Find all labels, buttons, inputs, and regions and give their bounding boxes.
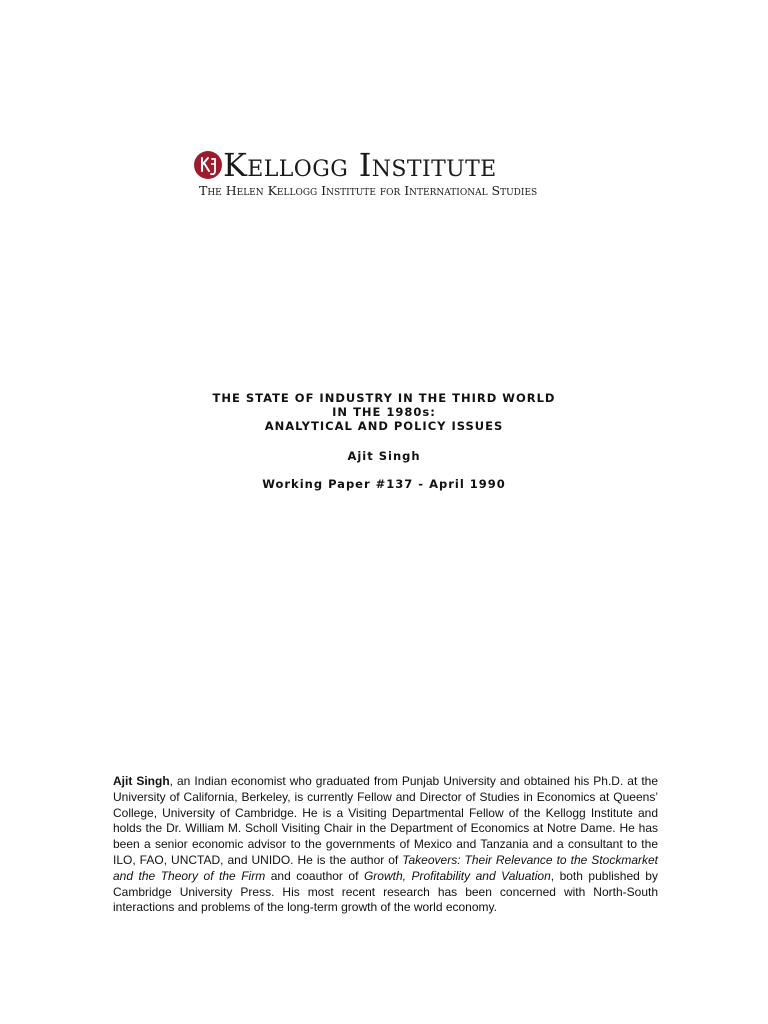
- title-line: ANALYTICAL AND POLICY ISSUES: [264, 419, 504, 433]
- kellogg-seal-icon: [193, 150, 223, 180]
- title-line: IN THE 1980s:: [332, 405, 436, 419]
- bio-book-title: Takeovers: Their Relevance to the Stockmarket and the Theory of the Firm: [113, 852, 658, 883]
- kellogg-institute-logo: [193, 146, 583, 200]
- bio-text: , an Indian economist who graduated from Punjab University and obtained his Ph.D. at the University of California, Berkeley, is currently Fellow and Director of Studies in Economics at Queens’ College, University of Cambridge. He is a Visiting Departmental Fellow of the Kellogg Institute and holds the Dr. William M. Scholl Visiting Chair in the Department of Economics at Notre Dame. He has been a senior economic advisor to the governments of Mexico and Tanzania and a consultant to the ILO, FAO, UNCTAD, and UNIDO. He is the author of: [113, 774, 659, 867]
- bio-text: and coauthor of: [265, 868, 364, 883]
- logo-name: Kellogg Institute: [223, 146, 497, 184]
- working-paper-info: Working Paper #137 - April 1990: [262, 477, 506, 491]
- logo-subtitle: The Helen Kellogg Institute for International Studies: [199, 183, 538, 198]
- author-bio: [113, 774, 658, 916]
- bio-text: , both published by Cambridge University Press. His most recent research has been concerned with North-South interactions and problems of the long-term growth of the world economy.: [113, 868, 658, 915]
- bio-author-name: Ajit Singh: [113, 774, 170, 788]
- title-line: THE STATE OF INDUSTRY IN THE THIRD WORLD: [212, 391, 556, 405]
- paper-title: [0, 391, 768, 433]
- bio-book-title: Growth, Profitability and Valuation: [363, 868, 551, 883]
- author-name: Ajit Singh: [347, 449, 421, 463]
